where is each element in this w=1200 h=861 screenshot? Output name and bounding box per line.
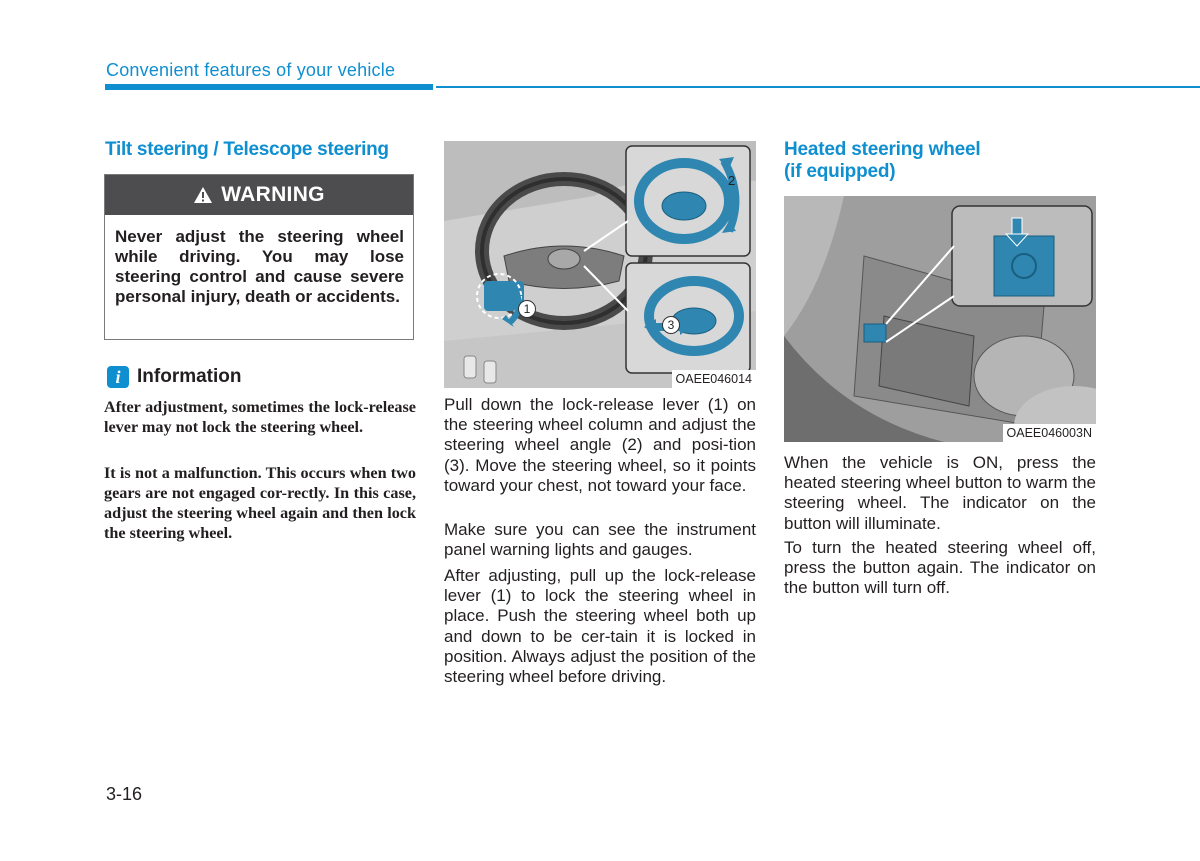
steering-paragraph-1: Pull down the lock-release lever (1) on the steering wheel column and adjust the steering wheel angle (2) and posi-tion (3). Move the steering wheel, so it points toward your chest, not toward your face. bbox=[444, 395, 756, 495]
information-label: Information bbox=[137, 366, 242, 387]
tilt-steering-heading: Tilt steering / Telescope steering bbox=[105, 139, 389, 160]
callout-3: 3 bbox=[662, 316, 680, 334]
heated-button-illustration bbox=[784, 196, 1096, 442]
callout-1: 1 bbox=[518, 300, 536, 318]
callout-2: 2 bbox=[728, 173, 736, 188]
warning-triangle-icon bbox=[193, 186, 213, 204]
information-paragraph-1: After adjustment, sometimes the lock-release lever may not lock the steering wheel. bbox=[104, 398, 416, 436]
steering-paragraph-3: After adjusting, pull up the lock-release lever (1) to lock the steering wheel in place. Push the steering wheel both up and down to be cer-tain it is locked in position. Always adjust the position of the steering wheel before driving. bbox=[444, 566, 756, 687]
section-title: Convenient features of your vehicle bbox=[106, 60, 396, 80]
heated-paragraph-2: To turn the heated steering wheel off, press the button again. The indicator on the button will turn off. bbox=[784, 538, 1096, 598]
steering-paragraph-2: Make sure you can see the instrument panel warning lights and gauges. bbox=[444, 520, 756, 560]
heated-steering-heading-line1: Heated steering wheel bbox=[784, 139, 981, 160]
heated-paragraph-1: When the vehicle is ON, press the heated steering wheel button to warm the steering wheel. The indicator on the button will illuminate. bbox=[784, 453, 1096, 533]
warning-box bbox=[104, 174, 414, 340]
heated-steering-heading bbox=[784, 139, 980, 183]
info-icon: i bbox=[107, 366, 129, 388]
information-paragraph-2: It is not a malfunction. This occurs when two gears are not engaged cor-rectly. In this case, adjust the steering wheel again and then lock the steering wheel. bbox=[104, 464, 416, 542]
header-rule-thick bbox=[105, 84, 433, 90]
heated-steering-figure bbox=[784, 196, 1096, 442]
warning-header bbox=[105, 175, 413, 215]
figure-code: OAEE046014 bbox=[672, 370, 756, 388]
steering-wheel-illustration bbox=[444, 141, 756, 388]
heated-steering-heading-line2: (if equipped) bbox=[784, 161, 896, 182]
information-heading bbox=[107, 366, 242, 388]
page-number: 3-16 bbox=[106, 784, 143, 804]
warning-label: WARNING bbox=[221, 183, 325, 206]
figure-code-heated: OAEE046003N bbox=[1003, 424, 1096, 442]
steering-adjustment-figure bbox=[444, 141, 756, 388]
header-rule-thin bbox=[436, 86, 1200, 88]
warning-text: Never adjust the steering wheel while driving. You may lose steering control and cause severe personal injury, death or accidents. bbox=[115, 227, 404, 306]
